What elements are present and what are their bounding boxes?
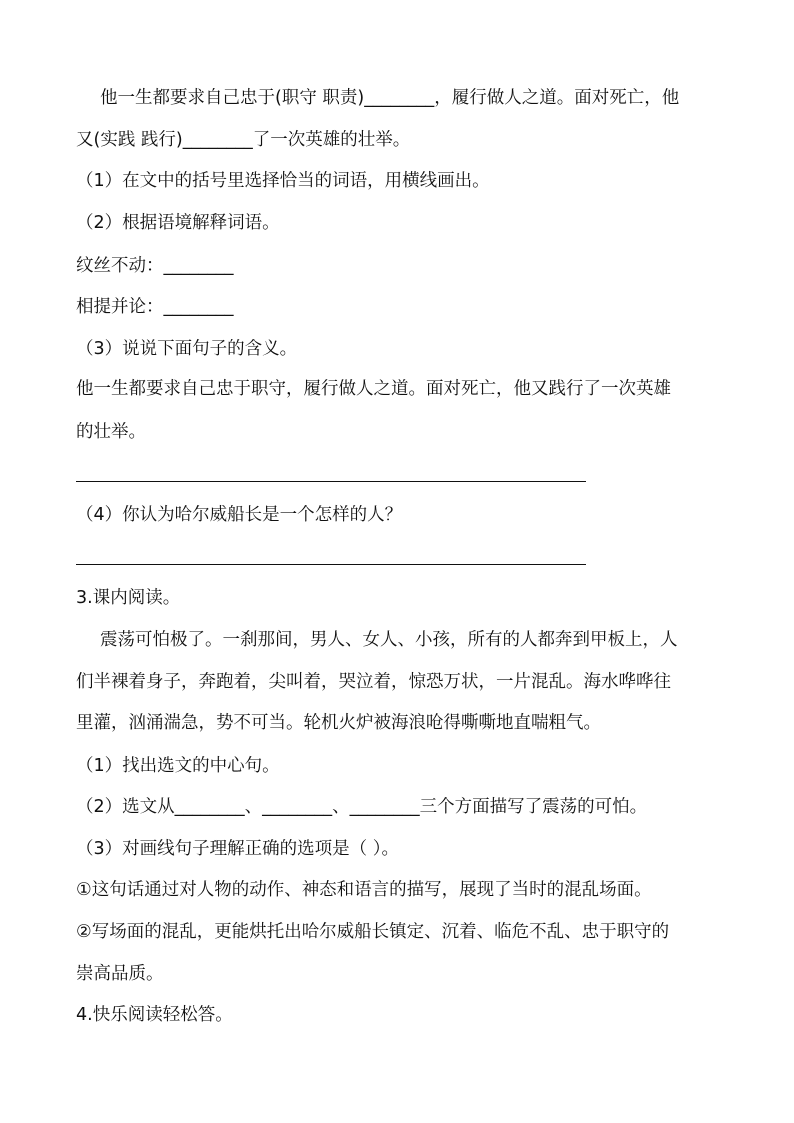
q2-sentence-line-1: 他一生都要求自己忠于职守，履行做人之道。面对死亡，他又践行了一次英雄 — [76, 379, 671, 399]
q3-passage-line-3: 里灌，汹涌湍急，势不可当。轮机火炉被海浪呛得嘶嘶地直喘粗气。 — [76, 713, 601, 733]
q3-heading: 3.课内阅读。 — [76, 588, 181, 608]
q2-subquestion-2: （2）根据语境解释词语。 — [76, 213, 280, 233]
q3-subquestion-3: （3）对画线句子理解正确的选项是（ ）。 — [76, 839, 399, 859]
q2-subquestion-4: （4）你认为哈尔威船长是一个怎样的人？ — [76, 505, 403, 525]
q2-word-1: 纹丝不动：________ — [76, 256, 234, 276]
q2-passage-line-1: 他一生都要求自己忠于(职守 职责)________，履行做人之道。面对死亡，他 — [100, 88, 680, 108]
q3-subquestion-1: （1）找出选文的中心句。 — [76, 756, 280, 776]
q2-subquestion-3: （3）说说下面句子的含义。 — [76, 339, 298, 359]
q2-sentence-line-2: 的壮举。 — [76, 422, 146, 442]
q3-option-2-line-2: 崇高品质。 — [76, 964, 164, 984]
q3-option-1: ①这句话通过对人物的动作、神态和语言的描写，展现了当时的混乱场面。 — [76, 880, 652, 900]
q3-passage-line-1: 震荡可怕极了。一刹那间，男人、女人、小孩，所有的人都奔到甲板上，人 — [100, 630, 678, 650]
q3-subquestion-2: （2）选文从________、________、________三个方面描写了震荡的可怕。 — [76, 797, 648, 817]
q2-passage-line-2: 又(实践 践行)________了一次英雄的壮举。 — [76, 130, 411, 150]
q4-heading: 4.快乐阅读轻松答。 — [76, 1005, 233, 1025]
answer-line-sub3 — [76, 481, 586, 482]
q3-passage-line-2: 们半裸着身子，奔跑着，尖叫着，哭泣着，惊恐万状，一片混乱。海水哗哗往 — [76, 672, 671, 692]
q2-word-2: 相提并论：________ — [76, 297, 234, 317]
q2-subquestion-1: （1）在文中的括号里选择恰当的词语，用横线画出。 — [76, 171, 490, 191]
answer-line-sub4 — [76, 564, 586, 565]
q3-option-2-line-1: ②写场面的混乱，更能烘托出哈尔威船长镇定、沉着、临危不乱、忠于职守的 — [76, 922, 670, 942]
